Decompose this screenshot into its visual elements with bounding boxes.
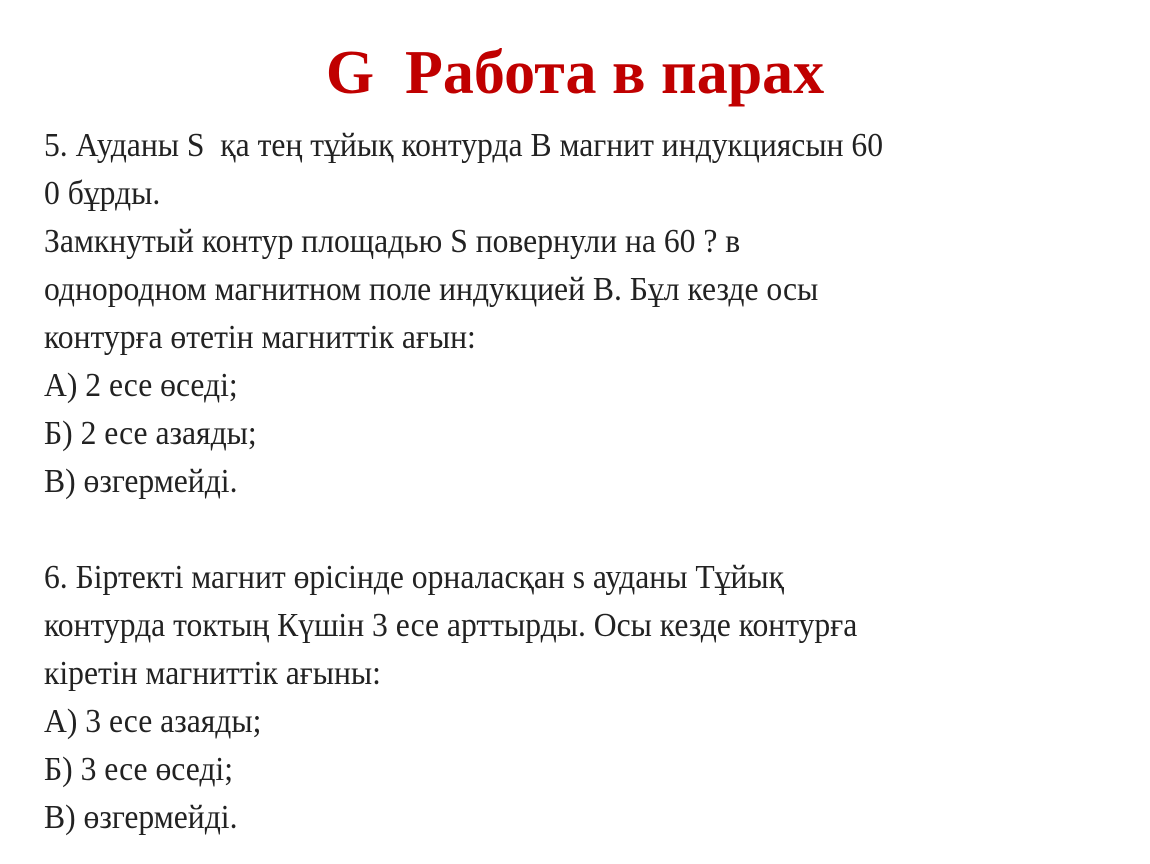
question-6-text-line: 6. Біртекті магнит өрісінде орналасқан s ауданы Тұйық (44, 559, 785, 596)
question-5-text-line: 0 бұрды. (44, 175, 161, 212)
question-6 (44, 554, 1058, 842)
question-5 (44, 122, 1058, 506)
question-6-option-c: В) өзгермейді. (44, 799, 238, 836)
question-5-text-line: Замкнутый контур площадью S повернули на 60 ? в (44, 223, 741, 260)
question-6-text-line: контурда токтың Күшін 3 есе арттырды. Осы кезде контурға (44, 607, 858, 644)
question-5-text-line: контурға өтетін магниттік ағын: (44, 319, 476, 356)
slide-title: G Работа в парах (325, 39, 825, 107)
question-6-text-line: кіретін магниттік ағыны: (44, 655, 381, 692)
question-6-option-a: А) 3 есе азаяды; (44, 703, 262, 740)
slide-body (44, 122, 1058, 842)
question-separator (44, 506, 1058, 554)
question-5-option-c: В) өзгермейді. (44, 463, 238, 500)
question-5-text-line: однородном магнитном поле индукцией В. Бұл кезде осы (44, 271, 819, 308)
question-5-option-b: Б) 2 есе азаяды; (44, 415, 257, 452)
question-5-option-a: А) 2 есе өседі; (44, 367, 238, 404)
question-5-text-line: 5. Ауданы S қа тең тұйық контурда В магнит индукциясын 60 (44, 127, 884, 164)
question-6-option-b: Б) 3 есе өседі; (44, 751, 234, 788)
